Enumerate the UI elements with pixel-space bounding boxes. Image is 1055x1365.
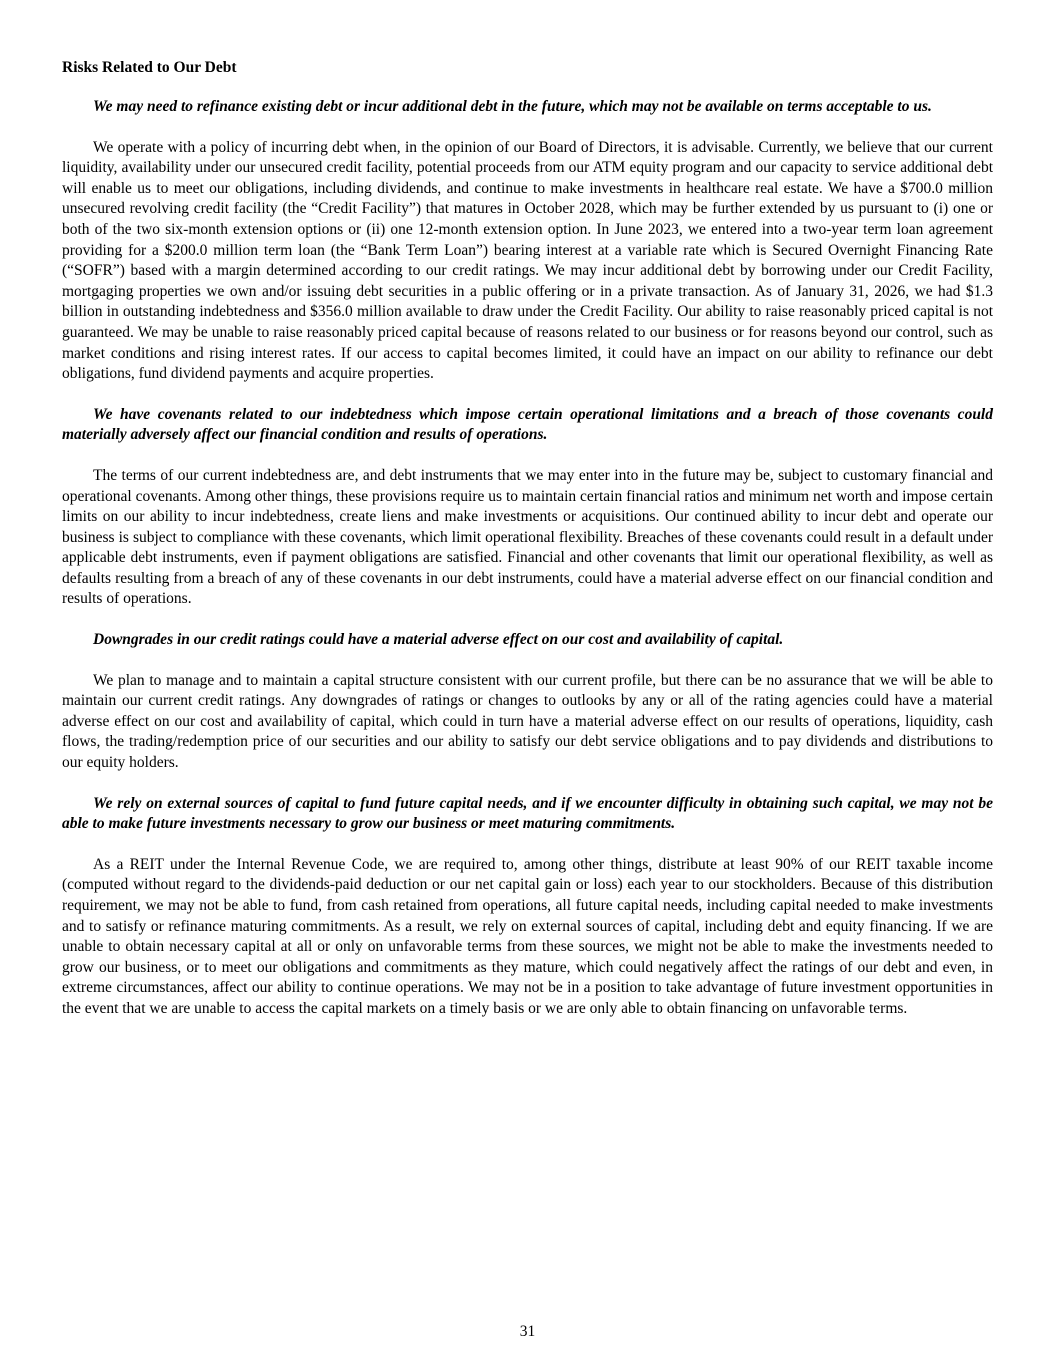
- risk-heading: We rely on external sources of capital to fund future capital needs, and if we encounter difficulty in obtaining such capital, we may not be able to make future investments necessary to grow our business or meet maturing commitments.: [62, 794, 993, 833]
- risk-body: We plan to manage and to maintain a capital structure consistent with our current profile, but there can be no assurance that we will be able to maintain our current credit ratings. Any downgrades of ratings or changes to outlooks by any or all of the rating agencies could have a material adverse effect on our cost and availability of capital, which could in turn have a material adverse effect on our results of operations, liquidity, cash flows, the trading/redemption price of our securities and our ability to satisfy our debt service obligations and to pay dividends and distributions to our equity holders.: [62, 671, 993, 772]
- section-title: Risks Related to Our Debt: [62, 59, 237, 76]
- risk-factor-external-capital: [62, 794, 993, 1020]
- document-page: [62, 58, 993, 1040]
- risk-body: As a REIT under the Internal Revenue Code, we are required to, among other things, distribute at least 90% of our REIT taxable income (computed without regard to the dividends-paid deduction or our net capital gain or loss) each year to our stockholders. Because of this distribution requirement, we may not be able to fund, from cash retained from operations, all future capital needs, including capital needed to make investments and to satisfy or refinance maturing commitments. As a result, we rely on external sources of capital, including debt and equity financing. If we are unable to obtain necessary capital at all or only on unfavorable terms from these sources, we might not be able to make the investments needed to grow our business, or to meet our obligations and commitments as they mature, which could negatively affect the ratings of our debt and even, in extreme circumstances, affect our ability to continue operations. We may not be in a position to take advantage of future investment opportunities in the event that we are unable to access the capital markets on a timely basis or we are only able to obtain financing on unfavorable terms.: [62, 855, 993, 1017]
- risk-factor-credit-ratings: [62, 630, 993, 774]
- risk-heading: Downgrades in our credit ratings could have a material adverse effect on our cost and availability of capital.: [93, 631, 784, 649]
- risk-heading: We may need to refinance existing debt or incur additional debt in the future, which may not be available on terms acceptable to us.: [93, 98, 932, 115]
- page-number: 31: [519, 1323, 536, 1340]
- risk-factor-refinance: [62, 97, 993, 385]
- risk-body: The terms of our current indebtedness are, and debt instruments that we may enter into in the future may be, subject to customary financial and operational covenants. Among other things, these provisions require us to maintain certain financial ratios and minimum net worth and impose certain limits on our ability to incur indebtedness, create liens and make investments or acquisitions. Our continued ability to incur debt and operate our business is subject to compliance with these covenants, which limit operational flexibility. Breaches of these covenants could result in a default under applicable debt instruments, even if payment obligations are satisfied. Financial and other covenants that limit our operational flexibility, as well as defaults resulting from a breach of any of these covenants in our debt instruments, could have a material adverse effect on our financial condition and results of operations.: [62, 466, 993, 608]
- risk-factor-covenants: [62, 405, 993, 610]
- risk-body: We operate with a policy of incurring debt when, in the opinion of our Board of Directors, it is advisable. Currently, we believe that our current liquidity, availability under our unsecured credit facility, potential proceeds from our ATM equity program and our capacity to service additional debt will enable us to meet our obligations, including dividends, and continue to make investments in healthcare real estate. We have a $700.0 million unsecured revolving credit facility (the “Credit Facility”) that matures in October 2028, which may be further extended by us pursuant to (i) one or both of the two six-month extension options or (ii) one 12-month extension option. In June 2023, we entered into a two-year term loan agreement providing for a $200.0 million term loan (the “Bank Term Loan”) bearing interest at a variable rate which is Secured Overnight Financing Rate (“SOFR”) based with a margin determined according to our credit ratings. We may incur additional debt by borrowing under our Credit Facility, mortgaging properties we own and/or issuing debt securities in a public offering or in a private transaction. As of January 31, 2026, we had $1.3 billion in outstanding indebtedness and $356.0 million available to draw under the Credit Facility. Our ability to raise reasonably priced capital is not guaranteed. We may be unable to raise reasonably priced capital because of reasons related to our business or for reasons beyond our control, such as market conditions and rising interest rates. If our access to capital becomes limited, it could have an impact on our ability to refinance our debt obligations, fund dividend payments and acquire properties.: [62, 138, 993, 383]
- risk-heading: We have covenants related to our indebtedness which impose certain operational limitations and a breach of those covenants could materially adversely affect our financial condition and results of operations.: [62, 405, 993, 444]
